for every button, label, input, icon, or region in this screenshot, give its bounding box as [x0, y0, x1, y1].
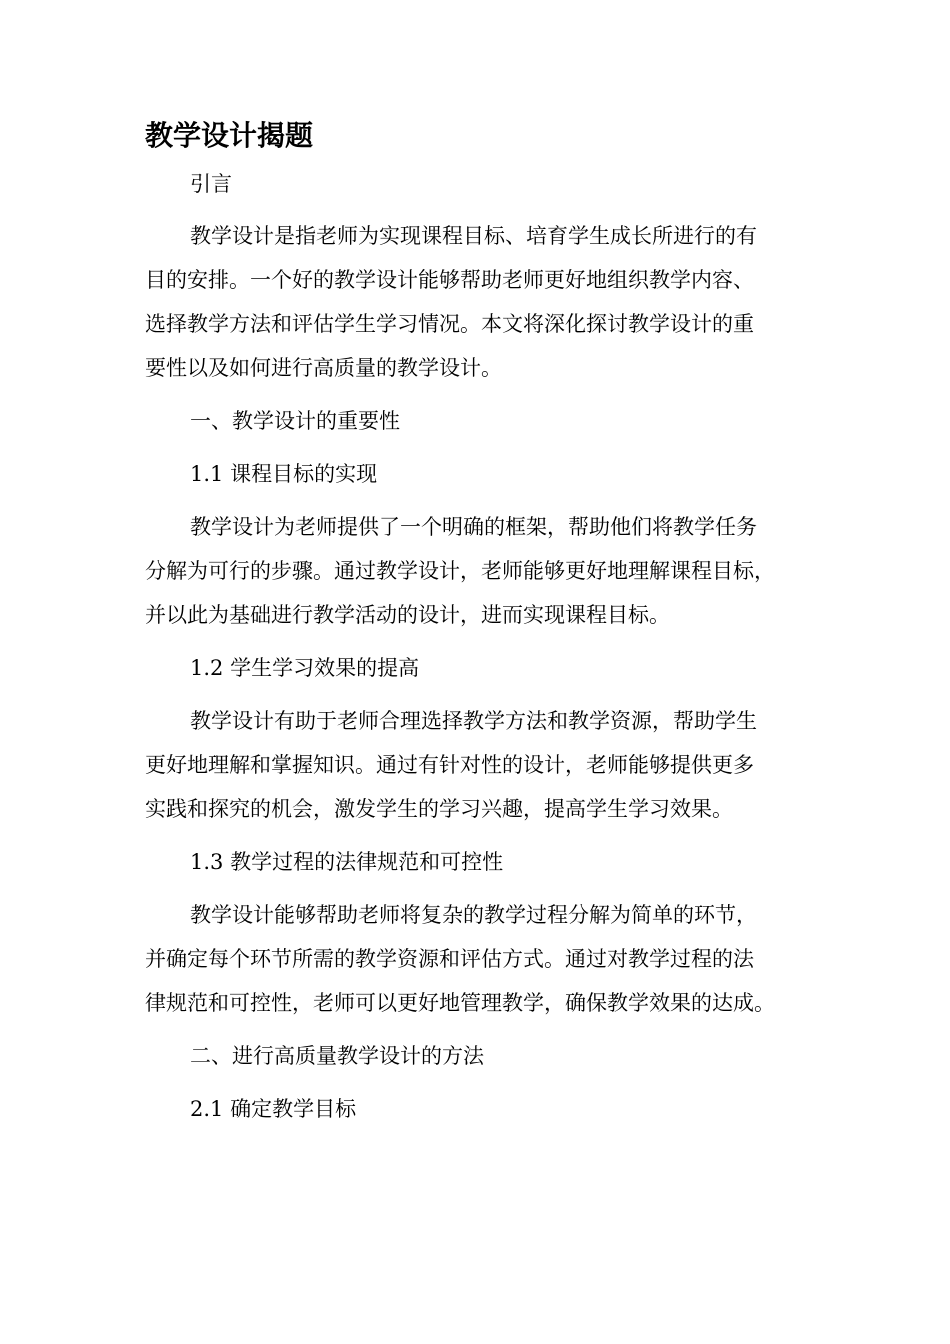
paragraph-line: 实践和探究的机会，激发学生的学习兴趣，提高学生学习效果。: [145, 797, 733, 821]
paragraph-line: 教学设计为老师提供了一个明确的框架，帮助他们将教学任务: [190, 515, 757, 539]
subsection-heading: 1.1 课程目标的实现: [190, 462, 378, 486]
subsection-heading: 2.1 确定教学目标: [190, 1097, 357, 1121]
paragraph-line: 并确定每个环节所需的教学资源和评估方式。通过对教学过程的法: [145, 947, 754, 971]
page-title: 教学设计揭题: [145, 119, 314, 152]
section-heading-introduction: 引言: [190, 172, 232, 196]
paragraph-line: 分解为可行的步骤。通过教学设计，老师能够更好地理解课程目标，: [145, 559, 775, 583]
section-heading: 二、进行高质量教学设计的方法: [190, 1044, 484, 1068]
paragraph-line: 教学设计有助于老师合理选择教学方法和教学资源，帮助学生: [190, 709, 757, 733]
paragraph-line: 并以此为基础进行教学活动的设计，进而实现课程目标。: [145, 603, 670, 627]
paragraph-line: 目的安排。一个好的教学设计能够帮助老师更好地组织教学内容、: [145, 268, 754, 292]
paragraph-line: 教学设计能够帮助老师将复杂的教学过程分解为简单的环节，: [190, 903, 757, 927]
paragraph-line: 更好地理解和掌握知识。通过有针对性的设计，老师能够提供更多: [145, 753, 754, 777]
paragraph-line: 教学设计是指老师为实现课程目标、培育学生成长所进行的有: [190, 224, 757, 248]
paragraph-line: 律规范和可控性，老师可以更好地管理教学，确保教学效果的达成。: [145, 991, 775, 1015]
subsection-heading: 1.3 教学过程的法律规范和可控性: [190, 850, 504, 874]
paragraph-line: 要性以及如何进行高质量的教学设计。: [145, 356, 502, 380]
subsection-heading: 1.2 学生学习效果的提高: [190, 656, 420, 680]
paragraph-line: 选择教学方法和评估学生学习情况。本文将深化探讨教学设计的重: [145, 312, 754, 336]
section-heading: 一、教学设计的重要性: [190, 409, 400, 433]
